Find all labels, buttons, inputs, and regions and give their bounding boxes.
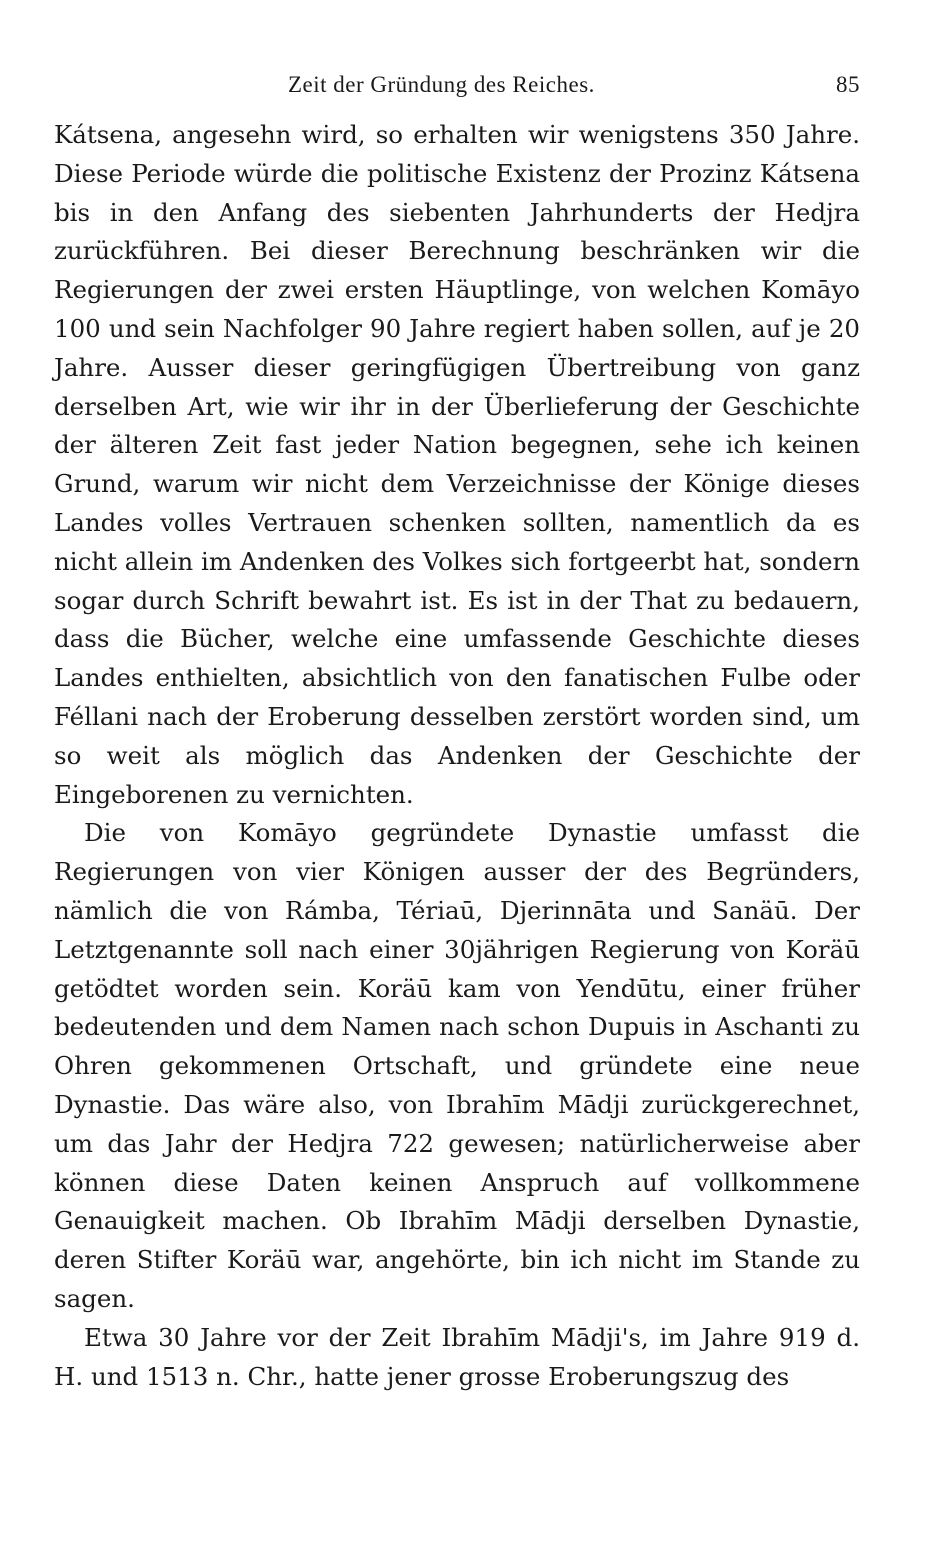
paragraph-conquest: Etwa 30 Jahre vor der Zeit Ibrahīm Mādji's, im Jahre 919 d. H. und 1513 n. Chr., hatte jener grosse Eroberungszug des [54, 1322, 860, 1391]
paragraph-dynasty: Die von Komāyo gegründete Dynastie umfasst die Regierungen von vier Königen ausser der des Begründers, nämlich die von Rámba, Tériaū, Djerinnāta und Sanäū. Der Letztgenannte soll nach einer 30jährigen Regierung von Koräū getödtet worden sein. Koräū kam von Yendūtu, einer früher bedeutenden und dem Namen nach schon Dupuis in Aschanti zu Ohren gekommenen Ortschaft, und gründete eine neue Dynastie. Das wäre also, von Ibrahīm Mādji zurückgerechnet, um das Jahr der Hedjra 722 gewesen; natürlicherweise aber können diese Daten keinen Anspruch auf vollkommene Genauigkeit machen. Ob Ibrahīm Mādji derselben Dynastie, deren Stifter Koräū war, angehörte, bin ich nicht im Stande zu sagen. [54, 818, 860, 1313]
page-header [54, 68, 860, 102]
body-text [54, 116, 860, 1396]
running-title: Zeit der Gründung des Reiches. [288, 72, 595, 97]
page-number: 85 [836, 72, 860, 97]
paragraph-continuation: Kátsena, angesehn wird, so erhalten wir wenigstens 350 Jahre. Diese Periode würde die politische Existenz der Prozinz Kátsena bis in den Anfang des siebenten Jahrhunderts der Hedjra zurückführen. Bei dieser Berechnung beschränken wir die Regierungen der zwei ersten Häuptlinge, von welchen Komāyo 100 und sein Nachfolger 90 Jahre regiert haben sollen, auf je 20 Jahre. Ausser dieser geringfügigen Übertreibung von ganz derselben Art, wie wir ihr in der Überlieferung der Geschichte der älteren Zeit fast jeder Nation begegnen, sehe ich keinen Grund, warum wir nicht dem Verzeichnisse der Könige dieses Landes volles Vertrauen schenken sollten, namentlich da es nicht allein im Andenken des Volkes sich fortgeerbt hat, sondern sogar durch Schrift bewahrt ist. Es ist in der That zu bedauern, dass die Bücher, welche eine umfassende Geschichte dieses Landes enthielten, absichtlich von den fanatischen Fulbe oder Féllani nach der Eroberung desselben zerstört worden sind, um so weit als möglich das Andenken der Geschichte der Eingeborenen zu vernichten. [54, 120, 860, 809]
